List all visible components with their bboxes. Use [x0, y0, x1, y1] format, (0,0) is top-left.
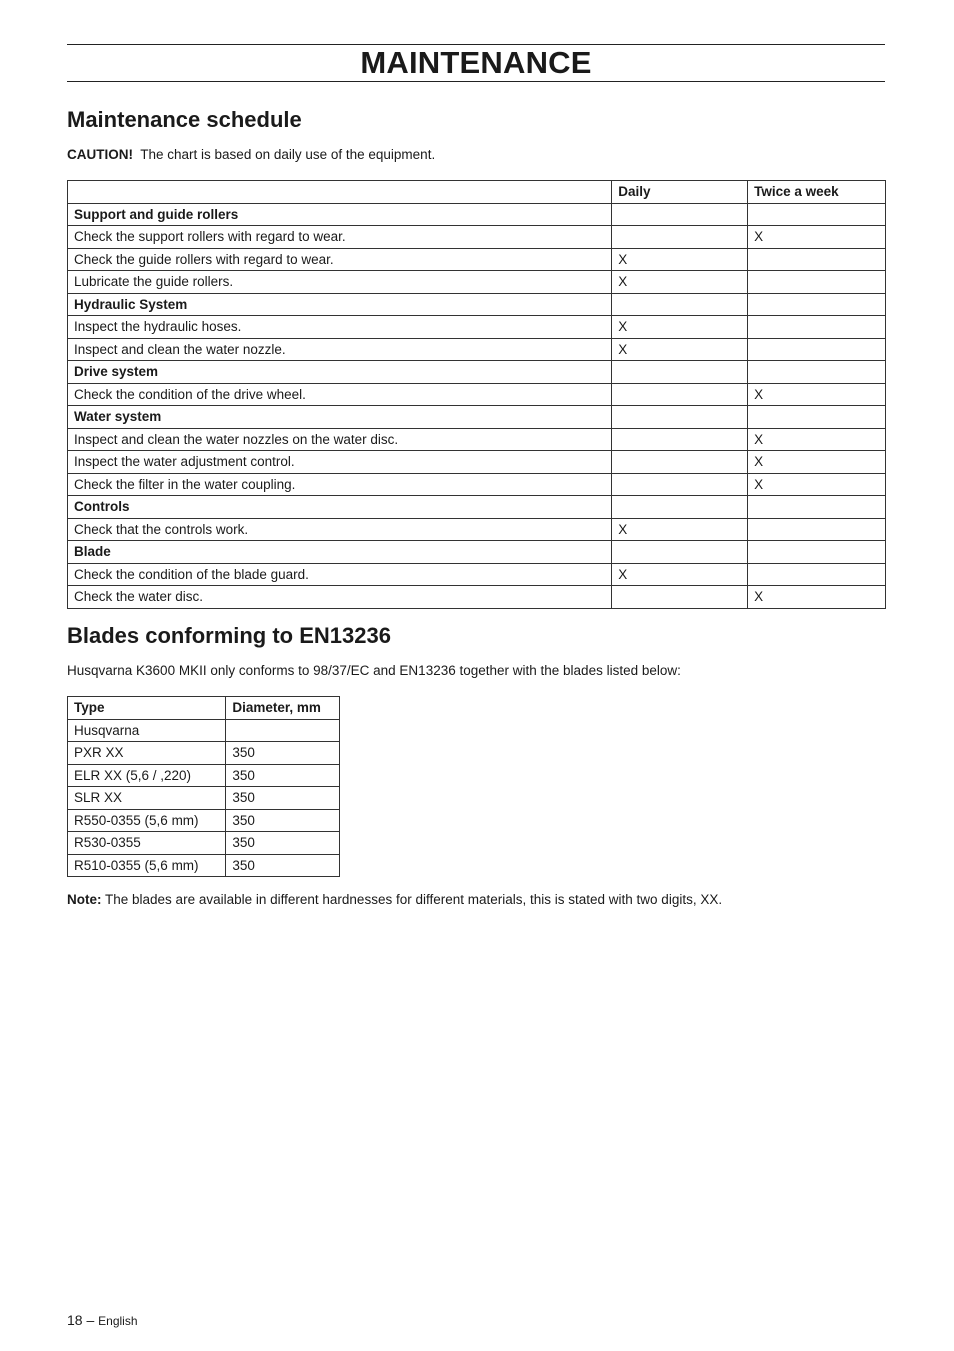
blade-diameter-cell: 350 [226, 832, 340, 855]
daily-cell [612, 361, 748, 384]
blade-type-cell: R510-0355 (5,6 mm) [68, 854, 226, 877]
group-name-cell: Support and guide rollers [68, 203, 612, 226]
daily-cell: X [612, 316, 748, 339]
caution-text [67, 147, 435, 162]
column-header-task [68, 181, 612, 204]
blade-type-cell: ELR XX (5,6 / ,220) [68, 764, 226, 787]
twice-a-week-cell [748, 496, 886, 519]
twice-a-week-cell [748, 518, 886, 541]
table-group-row [68, 541, 886, 564]
note-label: Note: [67, 892, 102, 907]
task-cell: Check the filter in the water coupling. [68, 473, 612, 496]
daily-cell [612, 451, 748, 474]
blades-note [67, 892, 722, 907]
group-name-cell: Drive system [68, 361, 612, 384]
table-row [68, 248, 886, 271]
daily-cell: X [612, 563, 748, 586]
table-header-row [68, 697, 340, 720]
table-row [68, 383, 886, 406]
blade-type-cell: R530-0355 [68, 832, 226, 855]
table-row [68, 832, 340, 855]
task-cell: Inspect and clean the water nozzles on the water disc. [68, 428, 612, 451]
table-row [68, 316, 886, 339]
group-name-cell: Water system [68, 406, 612, 429]
table-row [68, 451, 886, 474]
task-cell: Inspect the water adjustment control. [68, 451, 612, 474]
task-cell: Check the guide rollers with regard to wear. [68, 248, 612, 271]
twice-a-week-cell: X [748, 428, 886, 451]
table-row [68, 742, 340, 765]
twice-a-week-cell: X [748, 226, 886, 249]
twice-a-week-cell [748, 406, 886, 429]
twice-a-week-cell: X [748, 473, 886, 496]
daily-cell [612, 473, 748, 496]
blade-diameter-cell [226, 719, 340, 742]
table-row [68, 473, 886, 496]
blade-type-cell: R550-0355 (5,6 mm) [68, 809, 226, 832]
task-cell: Check the support rollers with regard to wear. [68, 226, 612, 249]
daily-cell [612, 293, 748, 316]
table-row [68, 563, 886, 586]
table-row [68, 271, 886, 294]
twice-a-week-cell [748, 563, 886, 586]
table-header-row [68, 181, 886, 204]
group-name-cell: Blade [68, 541, 612, 564]
page-footer [67, 1312, 138, 1328]
task-cell: Check the water disc. [68, 586, 612, 609]
daily-cell: X [612, 248, 748, 271]
page-title-bar [67, 44, 885, 82]
table-row [68, 787, 340, 810]
caution-label: CAUTION! [67, 147, 133, 162]
table-group-row [68, 203, 886, 226]
task-cell: Inspect and clean the water nozzle. [68, 338, 612, 361]
schedule-heading: Maintenance schedule [67, 107, 302, 132]
daily-cell [612, 496, 748, 519]
footer-language: English [98, 1314, 138, 1328]
blade-type-cell: SLR XX [68, 787, 226, 810]
table-row [68, 764, 340, 787]
blades-table [67, 696, 340, 877]
caution-body: The chart is based on daily use of the equipment. [140, 147, 436, 162]
table-row [68, 719, 340, 742]
column-header-twice-a-week: Twice a week [748, 181, 886, 204]
daily-cell: X [612, 271, 748, 294]
daily-cell [612, 541, 748, 564]
twice-a-week-cell [748, 203, 886, 226]
daily-cell [612, 203, 748, 226]
table-group-row [68, 406, 886, 429]
table-group-row [68, 361, 886, 384]
twice-a-week-cell [748, 316, 886, 339]
daily-cell: X [612, 338, 748, 361]
twice-a-week-cell [748, 248, 886, 271]
table-group-row [68, 496, 886, 519]
blade-diameter-cell: 350 [226, 809, 340, 832]
twice-a-week-cell: X [748, 383, 886, 406]
column-header-daily: Daily [612, 181, 748, 204]
task-cell: Lubricate the guide rollers. [68, 271, 612, 294]
table-row [68, 518, 886, 541]
table-row [68, 226, 886, 249]
group-name-cell: Hydraulic System [68, 293, 612, 316]
column-header-diameter: Diameter, mm [226, 697, 340, 720]
table-row [68, 586, 886, 609]
twice-a-week-cell: X [748, 451, 886, 474]
note-body: The blades are available in different hardnesses for different materials, this is stated with two digits, XX. [105, 892, 723, 907]
blade-type-cell: PXR XX [68, 742, 226, 765]
page-number: 18 – [67, 1312, 95, 1328]
twice-a-week-cell [748, 361, 886, 384]
twice-a-week-cell: X [748, 586, 886, 609]
blades-heading: Blades conforming to EN13236 [67, 623, 391, 648]
table-group-row [68, 293, 886, 316]
twice-a-week-cell [748, 293, 886, 316]
task-cell: Check that the controls work. [68, 518, 612, 541]
daily-cell: X [612, 518, 748, 541]
twice-a-week-cell [748, 541, 886, 564]
task-cell: Check the condition of the drive wheel. [68, 383, 612, 406]
task-cell: Inspect the hydraulic hoses. [68, 316, 612, 339]
table-row [68, 428, 886, 451]
twice-a-week-cell [748, 271, 886, 294]
table-row [68, 854, 340, 877]
blade-diameter-cell: 350 [226, 742, 340, 765]
daily-cell [612, 383, 748, 406]
twice-a-week-cell [748, 338, 886, 361]
blade-type-cell: Husqvarna [68, 719, 226, 742]
group-name-cell: Controls [68, 496, 612, 519]
maintenance-schedule-table [67, 180, 886, 609]
table-row [68, 809, 340, 832]
blade-diameter-cell: 350 [226, 854, 340, 877]
table-row [68, 338, 886, 361]
column-header-type: Type [68, 697, 226, 720]
daily-cell [612, 406, 748, 429]
blade-diameter-cell: 350 [226, 764, 340, 787]
blade-diameter-cell: 350 [226, 787, 340, 810]
task-cell: Check the condition of the blade guard. [68, 563, 612, 586]
page-title: MAINTENANCE [360, 45, 592, 80]
daily-cell [612, 428, 748, 451]
daily-cell [612, 226, 748, 249]
blades-intro: Husqvarna K3600 MKII only conforms to 98/37/EC and EN13236 together with the blades listed below: [67, 663, 681, 678]
daily-cell [612, 586, 748, 609]
